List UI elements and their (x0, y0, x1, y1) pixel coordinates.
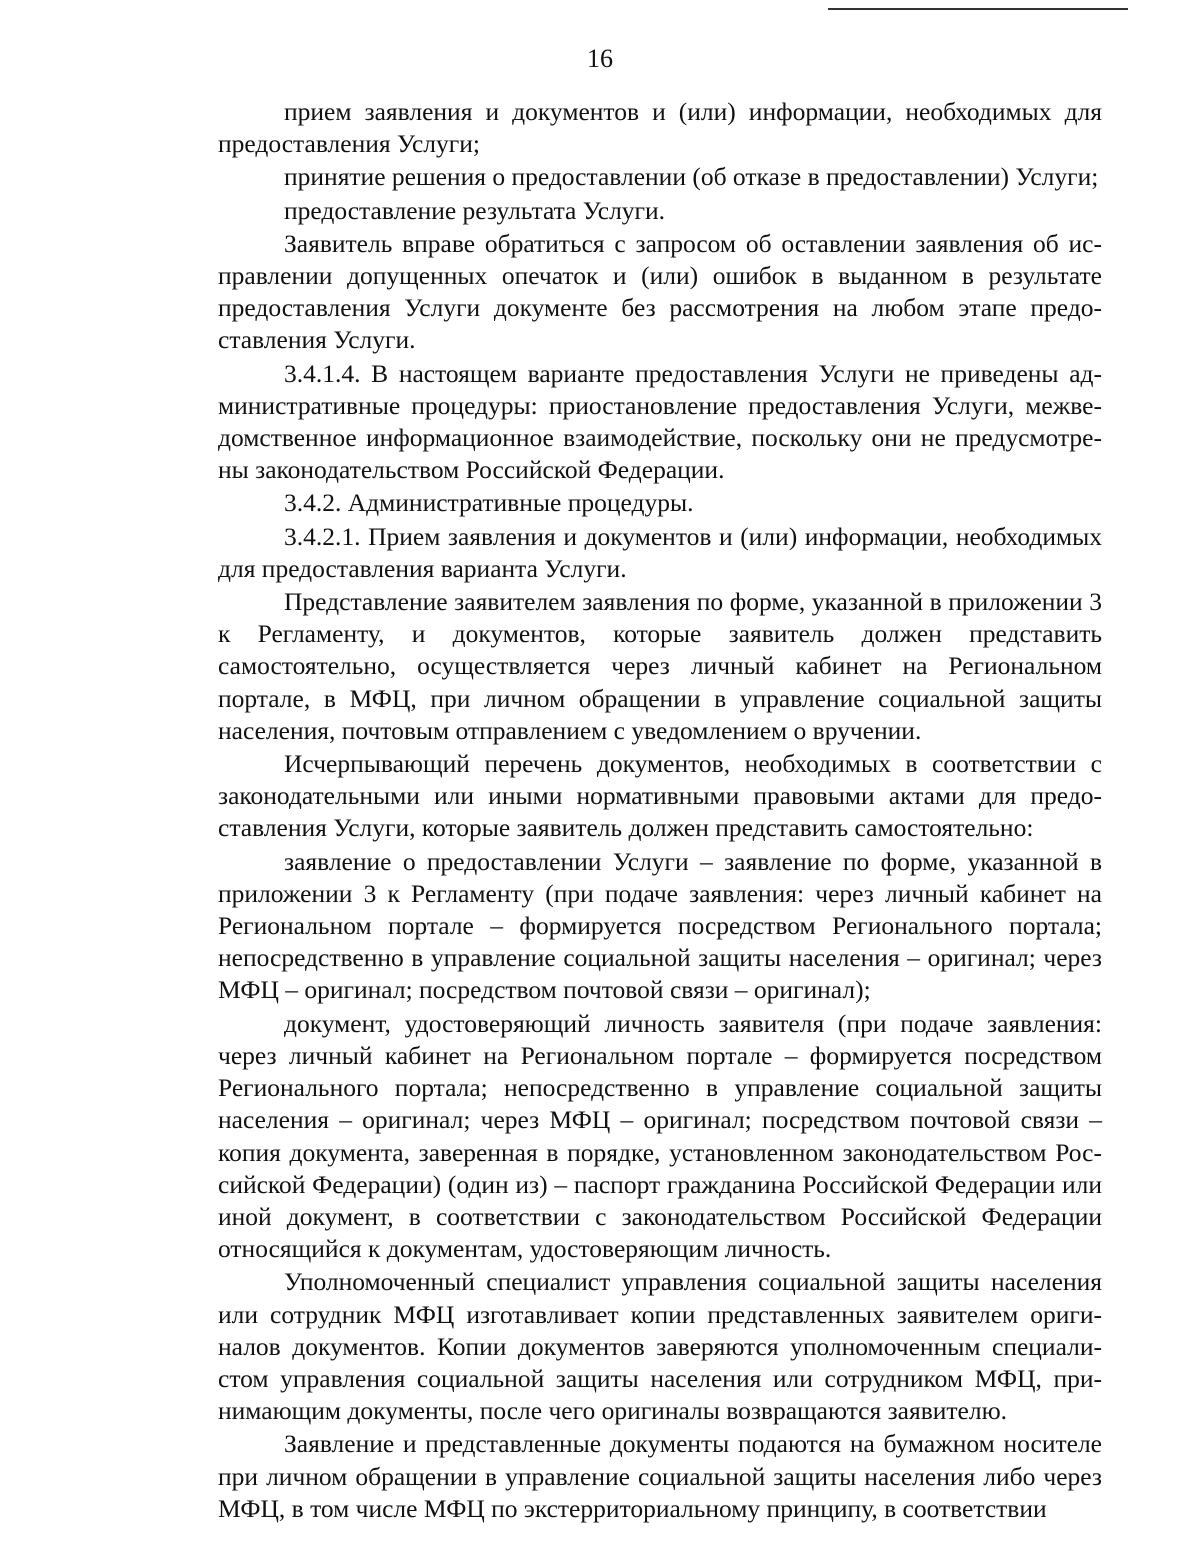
paragraph: Заявление и представленные документы подаются на бумажном носителе при личном обращении в управление социальной защиты населения либо через МФЦ, в том числе МФЦ по экстерриториальному принципу, в соответствии (218, 1429, 1102, 1523)
paragraph: 3.4.2. Административные процедуры. (284, 488, 694, 518)
paragraph: принятие решения о предоставлении (об отказе в предоставлении) Услуги; (284, 162, 1099, 192)
paragraph: заявление о предоставлении Услуги – заявление по форме, указанной в приложении 3 к Регламенту (при подаче заявления: через личный кабинет на Региональном портале – формируется посредством Регионального портала; непосредственно в управление социальной защиты населения – оригинал; через МФЦ – оригинал; посредством почтовой связи – оригинал); (218, 846, 1102, 1005)
page-number: 16 (587, 44, 613, 73)
paragraph: 3.4.1.4. В настоящем варианте предоставления Услуги не приведены административные процедуры: приостановление предоставления Услуги, межведомственное информационное взаимодействие, поскольку они не предусмотрены законодательством Российской Федерации. (218, 358, 1102, 485)
document-body (218, 96, 1102, 1526)
paragraph: предоставление результата Услуги. (284, 195, 666, 225)
paragraph: Уполномоченный специалист управления социальной защиты населения или сотрудник МФЦ изготавливает копии представленных заявителем оригиналов документов. Копии документов заверяются уполномоченным специалистом управления социальной защиты населения или сотрудником МФЦ, принимающим документы, после чего оригиналы возвращаются заявителю. (218, 1267, 1102, 1426)
paragraph: 3.4.2.1. Прием заявления и документов и (или) информации, необходимых для предоставления варианта Услуги. (218, 521, 1102, 583)
paragraph: Представление заявителем заявления по форме, указанной в приложении 3 к Регламенту, и документов, которые заявитель должен представить самостоятельно, осуществляется через личный кабинет на Региональном портале, в МФЦ, при личном обращении в управление социальной защиты населения, почтовым отправлением с уведомлением о вручении. (218, 587, 1102, 745)
paragraph: Заявитель вправе обратиться с запросом об оставлении заявления об исправлении допущенных опечаток и (или) ошибок в выданном в результате предоставления Услуги документе без рассмотрения на любом этапе предоставления Услуги. (218, 228, 1102, 355)
paragraph: прием заявления и документов и (или) информации, необходимых для предоставления Услуги; (218, 97, 1102, 159)
header-rule (828, 8, 1128, 10)
paragraph: Исчерпывающий перечень документов, необходимых в соответствии с законодательными или иными нормативными правовыми актами для предоставления Услуги, которые заявитель должен представить самостоятельно: (218, 749, 1102, 843)
paragraph: документ, удостоверяющий личность заявителя (при подаче заявления: через личный кабинет на Региональном портале – формируется посредством Регионального портала; непосредственно в управление социальной защиты населения – оригинал; через МФЦ – оригинал; посредством почтовой связи – копия документа, заверенная в порядке, установленном законодательством Российской Федерации) (один из) – паспорт гражданина Российской Федерации или иной документ, в соответствии с законодательством Российской Федерации относящийся к документам, удостоверяющим личность. (218, 1008, 1102, 1264)
